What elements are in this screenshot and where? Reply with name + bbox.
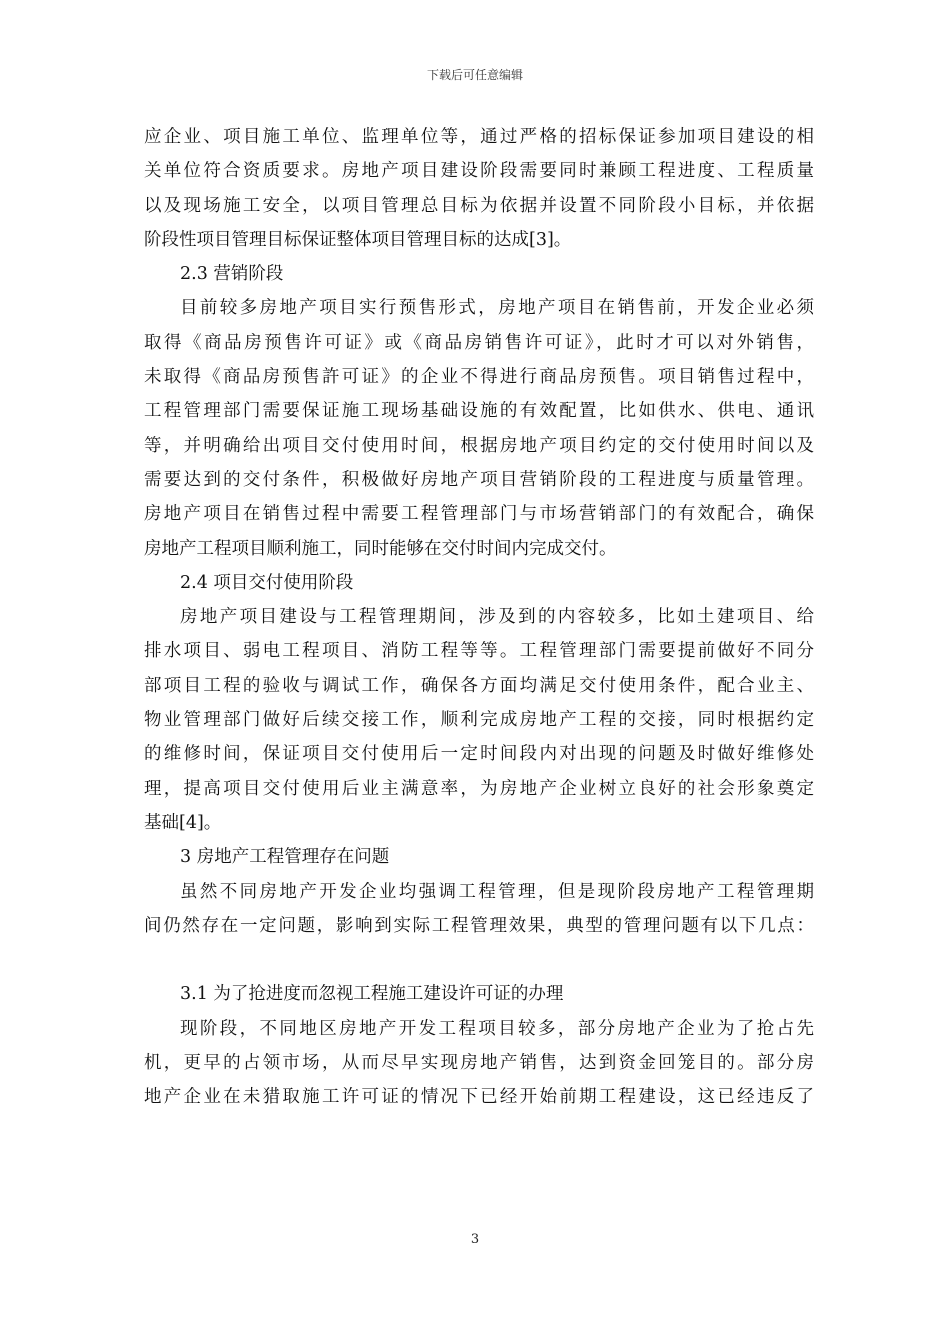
body-line: 等，并明确给出项目交付使用时间，根据房地产项目约定的交付使用时间以及 xyxy=(144,435,814,456)
body-line: 应企业、项目施工单位、监理单位等，通过严格的招标保证参加项目建设的相 xyxy=(144,127,814,147)
body-line: 的维修时间，保证项目交付使用后一定时间段内对出现的问题及时做好维修处 xyxy=(144,744,814,765)
body-line: 需要达到的交付条件，积极做好房地产项目营销阶段的工程进度与质量管理。 xyxy=(144,469,814,490)
body-line: 房地产项目建设与工程管理期间，涉及到的内容较多，比如土建项目、给 xyxy=(180,607,814,628)
body-line: 未取得《商品房预售許可证》的企业不得进行商品房预售。项目销售过程中， xyxy=(144,367,814,388)
body-line: 取得《商品房预售许可证》或《商品房销售许可证》，此时才可以对外销售， xyxy=(144,332,814,353)
body-line: 阶段性项目管理目标保证整体项目管理目标的达成[3]。 xyxy=(144,229,572,250)
body-line: 虽然不同房地产开发企业均强调工程管理，但是现阶段房地产工程管理期 xyxy=(180,881,814,902)
body-line: 机，更早的占领市场，从而尽早实现房地产销售，达到资金回笼目的。部分房 xyxy=(144,1053,814,1074)
body-line: 排水项目、弱电工程项目、消防工程等等。工程管理部门需要提前做好不同分 xyxy=(144,641,814,662)
body-line: 目前较多房地产项目实行预售形式，房地产项目在销售前，开发企业必须 xyxy=(180,298,814,319)
section-heading-2-3: 2.3 营销阶段 xyxy=(180,264,284,285)
header-note: 下载后可任意编辑 xyxy=(426,68,523,82)
body-line: 间仍然存在一定问题，影响到实际工程管理效果，典型的管理问题有以下几点： xyxy=(144,915,814,936)
section-heading-3: 3 房地产工程管理存在问题 xyxy=(180,847,390,868)
body-line: 房地产项目在销售过程中需要工程管理部门与市场营销部门的有效配合，确保 xyxy=(144,504,814,525)
blank-line xyxy=(144,943,814,977)
body-line: 基础[4]。 xyxy=(144,812,222,833)
body-line: 关单位符合资质要求。房地产项目建设阶段需要同时兼顾工程进度、工程质量 xyxy=(144,161,814,182)
section-heading-2-4: 2.4 项目交付使用阶段 xyxy=(180,572,354,593)
section-heading-3-1: 3.1 为了抢进度而忽视工程施工建设许可证的办理 xyxy=(180,984,564,1005)
body-line: 部项目工程的验收与调试工作，确保各方面均满足交付使用条件，配合业主、 xyxy=(144,675,814,696)
body-line: 物业管理部门做好后续交接工作，顺利完成房地产工程的交接，同时根据约定 xyxy=(144,710,814,731)
page-number: 3 xyxy=(470,1232,480,1247)
body-line: 房地产工程项目顺利施工，同时能够在交付时间内完成交付。 xyxy=(144,538,617,559)
document-body xyxy=(144,120,814,1115)
body-line: 地产企业在未猎取施工许可证的情况下已经开始前期工程建设，这已经违反了 xyxy=(144,1087,814,1108)
body-line: 现阶段，不同地区房地产开发工程项目较多，部分房地产企业为了抢占先 xyxy=(180,1018,814,1039)
body-line: 工程管理部门需要保证施工现场基础设施的有效配置，比如供水、供电、通讯 xyxy=(144,401,814,422)
body-line: 理，提高项目交付使用后业主满意率，为房地产企业树立良好的社会形象奠定 xyxy=(144,778,814,799)
body-line: 以及现场施工安全，以项目管理总目标为依据并设置不同阶段小目标，并依据 xyxy=(144,195,814,216)
